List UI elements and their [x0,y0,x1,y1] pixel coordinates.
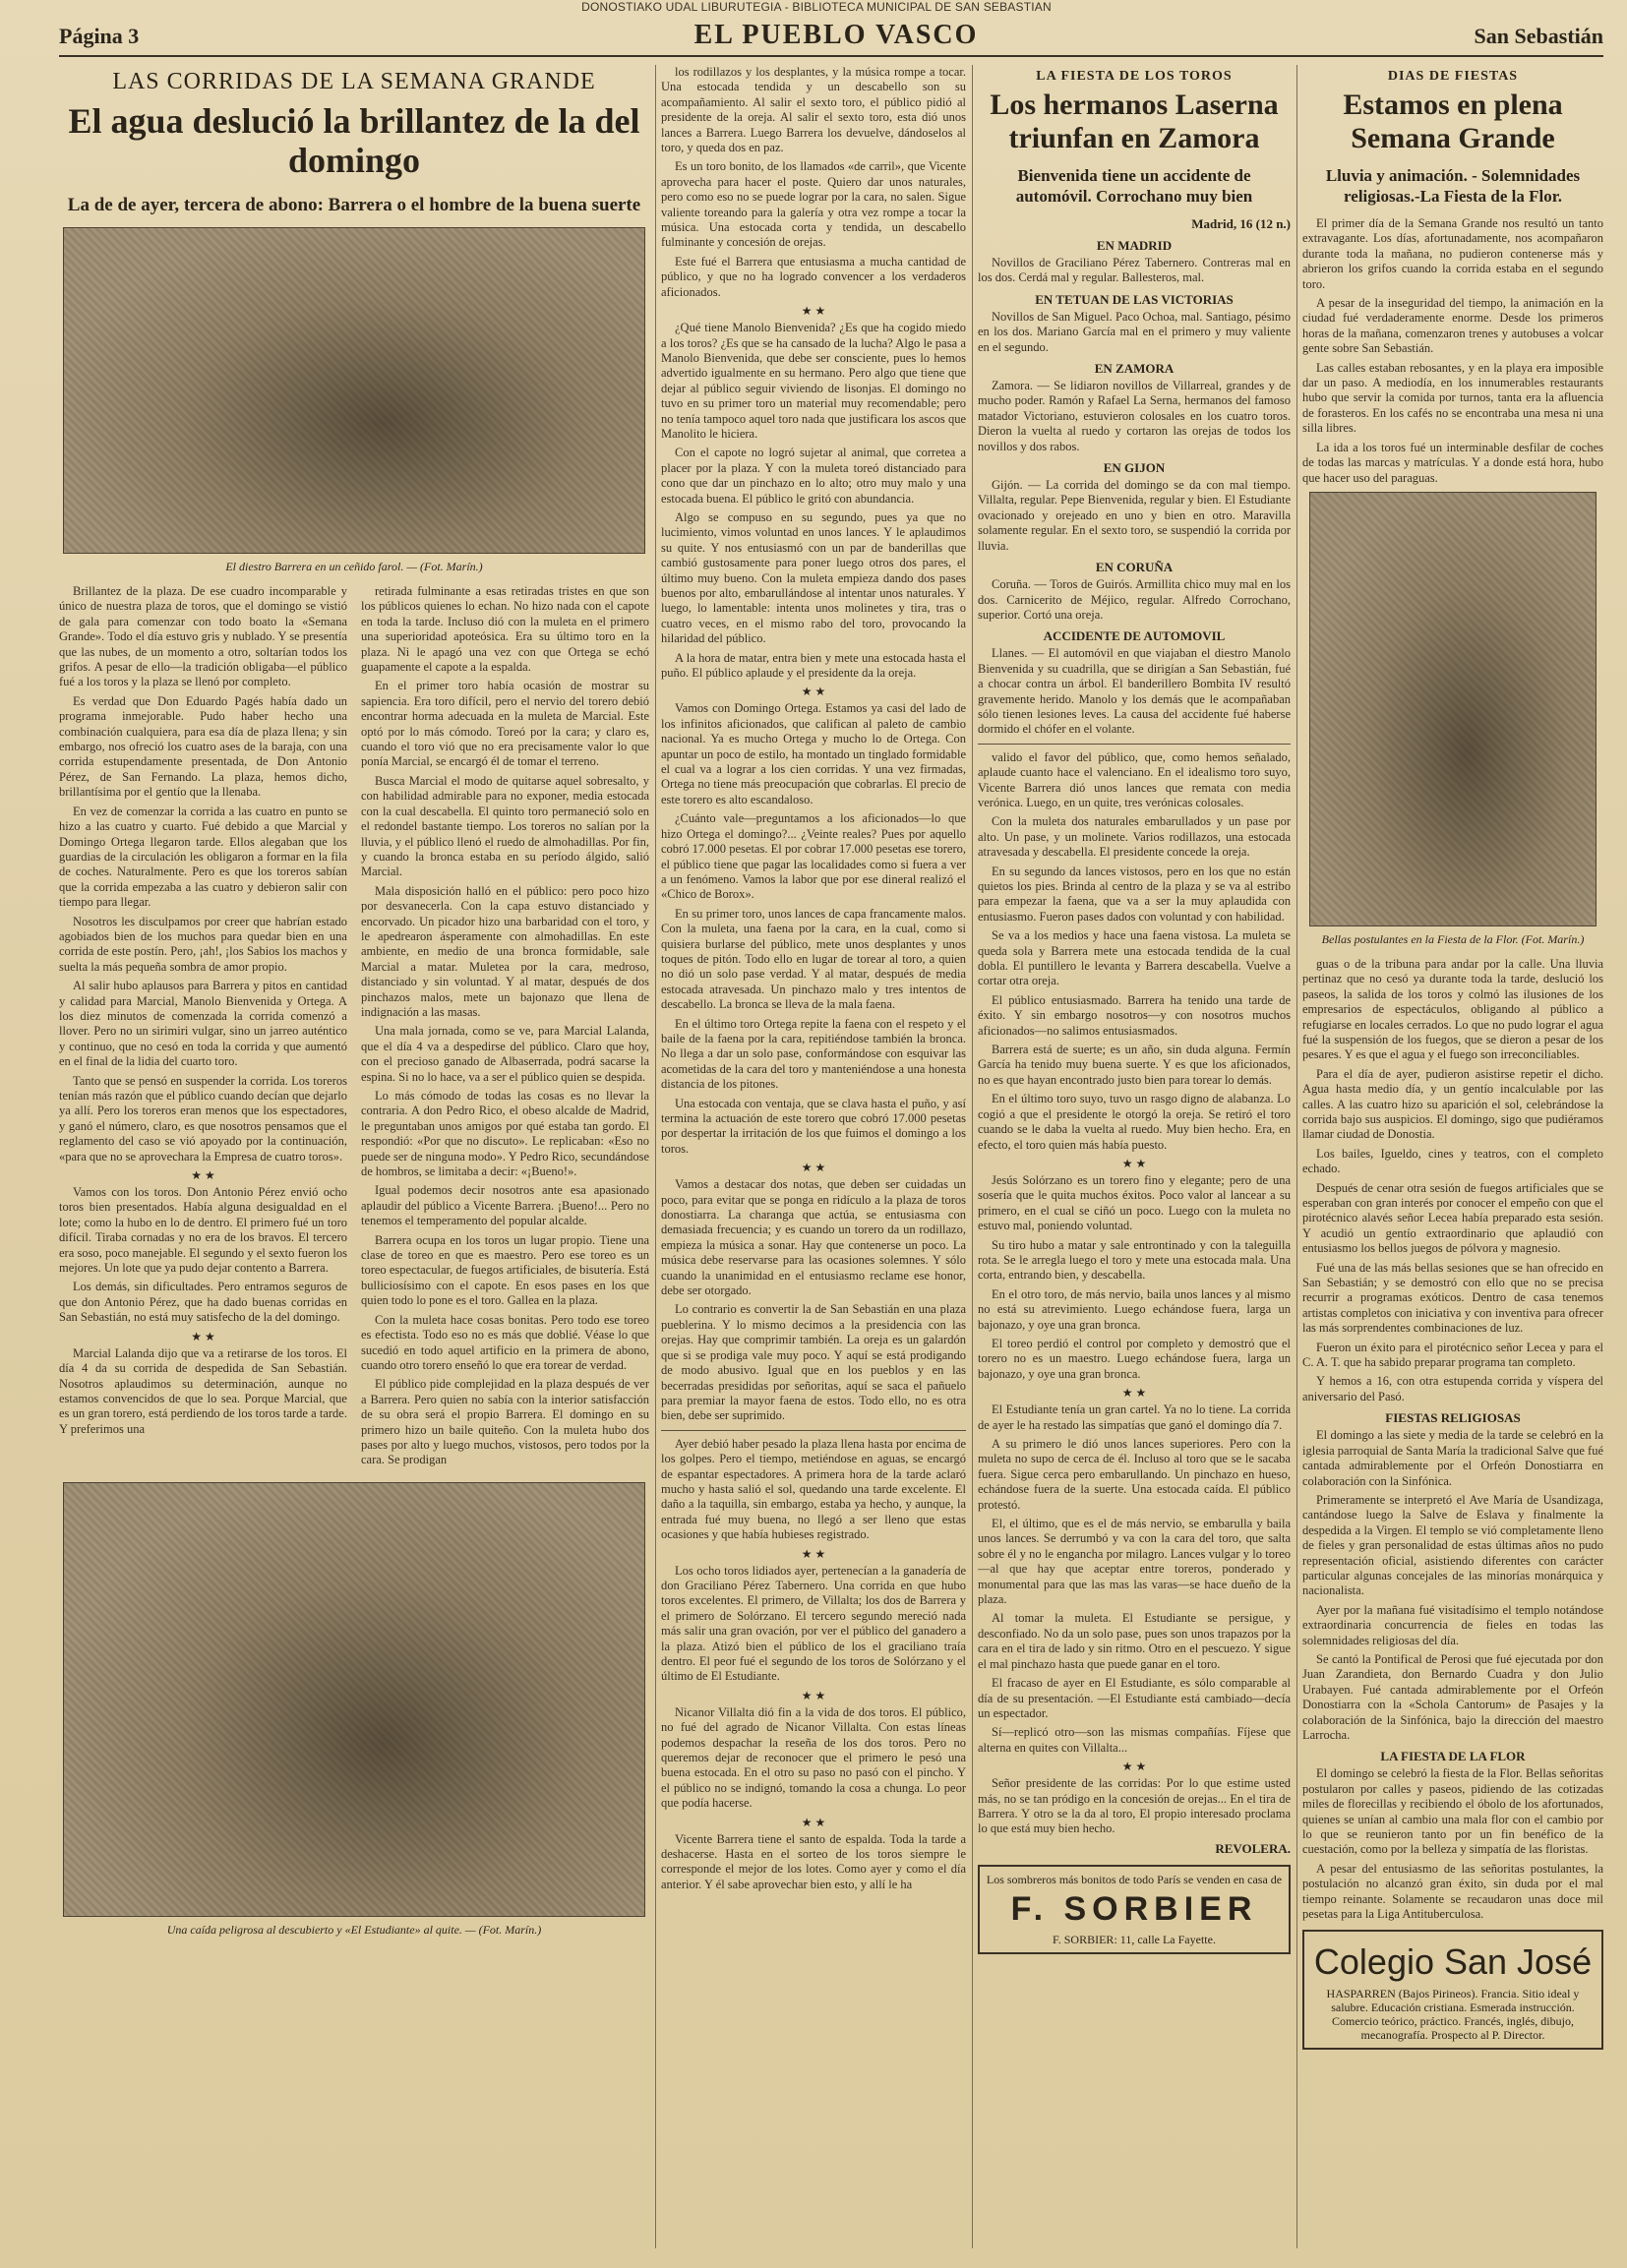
paragraph: El Estudiante tenía un gran cartel. Ya no lo tiene. La corrida de ayer le ha restado las simpatías que ganó el domingo día 7. [978,1403,1291,1432]
paragraph: Vamos a destacar dos notas, que deben ser cuidadas un poco, para evitar que se ponga en ridículo a la plaza de toros donostiarra. La charanga que actúa, se entusiasma con demasiada frecuencia; y es cuando un torero da un rodillazo, empieza la música a sonar. Hay que contenerse un poco. La música debe reservarse para las ocasiones solemnes. Y sólo cuando la unanimidad en el entusiasmo reclame ese honor, debe ser otorgado. [661,1177,966,1298]
column-subhead: Bienvenida tiene un accidente de automóvil. Corrochano muy bien [1015,166,1253,206]
paragraph: El fracaso de ayer en El Estudiante, es sólo comparable al día de su presentación. —El Estudiante está cambiado—decía un espectador. [978,1676,1291,1720]
paragraph: Ayer debió haber pesado la plaza llena hasta por encima de los golpes. Pero el tiempo, metiéndose en aguas, se encargó de espantar espectadores. A primera hora de la tarde aclaró mucho y hasta salió el sol, quedando una tarde excelente. El daño a la taquilla, sin embargo, estaba ya hecho, y aunque, la entrada fué muy buena, no llegó a ser lleno que estas ocasiones y que había hubieses registrado. [661,1436,966,1542]
paragraph: El, el último, que es el de más nervio, se embarulla y baila unos lances. Se derrumbó y va con la cara del toro, que salta sobre él y no le engancha por milagro. Lances vulgar y lo toreo—al que hay que aceptar entre toreros, ponderado y monumental para que las mas las varas—se hace dueño de la plaza. [978,1517,1291,1607]
paragraph: En el primer toro había ocasión de mostrar su sapiencia. Era toro difícil, pero el nervio del torero debió encontrar horma adecuada en la muleta de Marcial. Este optó por lo más cómodo. Toreó por la cara; y claro es, cuando el toro vió que no era precisamente valor lo que ponía Marcial, se encargó él de tomar el terreno. [361,679,649,769]
paragraph: El domingo a las siete y media de la tarde se celebró en la iglesia parroquial de Santa María la tradicional Salve que fué cantada admirablemente por el Orfeón Donostiarra en colaboración con la Sinfónica. [1302,1428,1603,1488]
article-kicker: LAS CORRIDAS DE LA SEMANA GRANDE [112,69,596,94]
paragraph: El domingo se celebró la fiesta de la Flor. Bellas señoritas postularon por calles y paseos, pidiendo de las cotizadas miles de florecillas y recibiendo el óbolo de los afortunados, quienes se unían al cambio una mala flor con el cambio por lo que se reunieron tanto por un fin benéfico de la cuestación, como por la belleza y simpatía de las floristas. [1302,1766,1603,1857]
column-rule [1296,65,1297,2248]
paragraph: Mala disposición halló en el público: pero poco hizo por desvanecerla. Con la capa estuvo distanciado y encorvado. Un picador hizo una barbaridad con el toro, y le apedrearon ásperamente con almohadillas. En este ambiente, en medio de una bronca formidable, sale Marcial a matar. Muletea por la cara, medroso, distanciado y sin voluntad. Y al matar, después de dos pinchazos malos, mete un bajonazo que llena de indignación a las masas. [361,883,649,1019]
paragraph: Vamos con Domingo Ortega. Estamos ya casi del lado de los infinitos aficionados, que califican al paleto de cambio nacional. Ya es mucho Ortega y mucho lo de Ortega. Con apuntar un poco de estilo, ha montado un tinglado formidable el cual va a lograr a los cien corridas. Y una vez firmadas, Ortega no tiene más preocupación que cobrarlas. El precio de este torero es alto escandaloso. [661,701,966,806]
paragraph: Vicente Barrera tiene el santo de espalda. Toda la tarde a deshacerse. Hasta en el sorteo de los toros siempre le corresponde el mejor de los lotes. Como ayer y como el día anterior. Y él sabe aprovechar bien esto, y allí le ha [661,1831,966,1891]
photo-caption: Bellas postulantes en la Fiesta de la Flor. (Fot. Marín.) [1321,931,1585,946]
paragraph: Novillos de San Miguel. Paco Ochoa, mal. Santiago, pésimo en los dos. Mariano García mal en el primero y muy valiente en el segundo. [978,309,1291,354]
paragraph: Los bailes, Igueldo, cines y teatros, con el completo echado. [1302,1146,1603,1176]
newspaper-title: EL PUEBLO VASCO [693,20,979,50]
paragraph: Y hemos a 16, con otra estupenda corrida y víspera del aniversario del Pasó. [1302,1374,1603,1403]
section-heading: EN CORUÑA [1095,560,1174,575]
sorbier-advertisement [978,1865,1291,1954]
paragraph: Este fué el Barrera que entusiasma a mucha cantidad de público, y que no ha logrado convencer a los verdaderos aficionados. [661,254,966,299]
paragraph: Los ocho toros lidiados ayer, pertenecían a la ganadería de don Graciliano Pérez Tabernero. Una corrida en que hubo toros excelentes. El primero, de Villalta; los dos de Barrera y el primero de Solórzano. El tercero segundo mereció nada más salir una gran ovación, por ver el público del ganadero a la plaza. Atizó bien el público de los el graciliano traía dentro. El peor fué el segundo de los toros de Solórzano y el último de El Estudiante. [661,1563,966,1684]
paragraph: A pesar de la inseguridad del tiempo, la animación en la ciudad fué verdaderamente enorme. Desde los primeros horas de la mañana, comenzaron trenes y autobuses a volcar gente sobre San Sebastián. [1302,296,1603,356]
section-break: ★ ★ [1121,1760,1147,1774]
paragraph: Zamora. — Se lidiaron novillos de Villarreal, grandes y de mucho poder. Ramón y Rafael La Serna, hermanos del famoso matador Victoriano, estuvieron colosales en los cuatro toros. Dieron la vuelta al ruedo y cortaron las orejas de todos los novillos y dos rabos. [978,379,1291,453]
paragraph: Tanto que se pensó en suspender la corrida. Los toreros tenían más razón que el público cuando decían que dejarlo ya allí. Pero los toreros eran menos que los espectadores, y ganó el número, claro, es que nosotros pensamos que el reglamento del caso se vió apoyado por la continuación, «para que no se aprovechara la Empresa de cuatro toros». [59,1073,347,1164]
paragraph: valido el favor del público, que, como hemos señalado, aplaude cuanto hace el valenciano. En el idealismo toro suyo, Vicente Barrera dió unos lances que remata con media verónica. Luego, en un quite, tres verónicas colosales. [978,749,1291,809]
paragraph: Fué una de las más bellas sesiones que se han ofrecido en San Sebastián; y se demostró con ello que no se precisa recurrir a programas exóticos. Dentro de casa tenemos artistas completos con iniciativa y con inventiva para ofrecer las más sorprendentes combinaciones de luz. [1302,1260,1603,1336]
archive-watermark: DONOSTIAKO UDAL LIBURUTEGIA - BIBLIOTECA MUNICIPAL DE SAN SEBASTIAN [581,0,1052,14]
section-heading: EN ZAMORA [1094,361,1175,377]
bullfight-article [59,65,649,2248]
column-rule [655,65,656,2248]
paragraph: En el último toro suyo, tuvo un rasgo digno de alabanza. Lo cogió a que el presidente le otorgó la oreja. Se retiró el toro cuando se le daba la vuelta al ruedo. Muy bien hecho. Era, en efecto, el toro quien más había puesto. [978,1092,1291,1152]
photo-caption: El diestro Barrera en un ceñido farol. — (Fot. Marín.) [225,560,483,573]
paragraph: Jesús Solórzano es un torero fino y elegante; pero de una sosería que le quita muchos éxitos. Poco valor al lancear a su primero, en el cual se ciñó un poco. Luego con la muleta no estuvo mal, poniendo voluntad. [978,1172,1291,1233]
fiestas-column [1302,65,1603,2248]
section-break: ★ ★ [801,1546,826,1561]
paragraph: Primeramente se interpretó el Ave María de Usandizaga, cantándose luego la Salve de Eslava y finalmente la despedida a la Virgen. El templo se vió completamente lleno de fieles y gran personalidad de estas últimas años no pudo representación oficial, asistiendo diferentes con carácter particular algunas concejales de las minorías monárquica y nacionalista. [1302,1492,1603,1598]
city-label: San Sebastián [1474,24,1603,48]
photo-postulantes-flor [1309,492,1597,926]
paragraph: Con el capote no logró sujetar al animal, que corretea a placer por la plaza. Y con la muleta toreó distanciado para cono que dar un pinchazo en lo alto; otro muy malo y una estocada buena. El público le gritó con abundancia. [661,446,966,506]
section-break: ★ ★ [1121,1156,1147,1170]
photo-caida-estudiante [63,1482,645,1917]
page-number: Página 3 [59,24,140,48]
divider [661,1430,966,1431]
column-kicker: DIAS DE FIESTAS [1387,69,1519,84]
section-break: ★ ★ [801,1815,826,1829]
paragraph: Al salir hubo aplausos para Barrera y pitos en cantidad y calidad para Marcial, Manolo Bienvenida y Ortega. A los diez minutos de comenzada la corrida comenzó a llover. Pero no un sirimiri vulgar, sino un jarreo auténtico y continuo, que no cesó en toda la corrida y que aumentó en el final de la lidia del cuarto toro. [59,979,347,1069]
paragraph: Su tiro hubo a matar y sale entrontinado y con la taleguilla rota. Se le arregla luego el toro y mete una estocada mala. Una corta, entrando bien, y descabella. [978,1237,1291,1283]
ad-brand: F. SORBIER [1010,1889,1258,1928]
paragraph: Barrera está de suerte; es un año, sin duda alguna. Fermín García ha tenido muy buena suerte. Y es que los aficionados, no es que hayan encontrado justo bien para torear lo demás. [978,1043,1291,1087]
author-signature: REVOLERA. [1215,1840,1291,1856]
paragraph: Señor presidente de las corridas: Por lo que estime usted más, no se tan pródigo en la concesión de orejas... En el tira de Barrera. Y otro se la da al toro, El propio interesado proclama lo que está muy bien hecho. [978,1776,1291,1836]
column-rule [972,65,973,2248]
column-kicker: LA FIESTA DE LOS TOROS [1036,69,1233,84]
column-subhead: Lluvia y animación. - Solemnidades religiosas.-La Fiesta de la Flor. [1325,166,1581,206]
section-break: ★ ★ [801,1161,826,1175]
paragraph: En su primer toro, unos lances de capa francamente malos. Con la muleta, una faena por la cara, en la cual, como si quisiera burlarse del público, mete unos desplantes y unos toques de pitón. Todo ello en lugar de torear al toro, a quien no dió un solo pase verdad. Y al matar, después de media estocada atravesada. Un pinchazo malo y tres intentos de descabello. La bronca se lleva de la mala faena. [661,906,966,1012]
paragraph: El público pide complejidad en la plaza después de ver a Barrera. Pero quien no sabía con la interior satisfacción de su obra será el propio Barrera. El domingo en su primero hizo un baile quiteño. Con la muleta hubo dos pases por alto y luego muchos, vistosos, pero todos por la cara. Se prodigan [361,1377,649,1467]
paragraph: ¿Qué tiene Manolo Bienvenida? ¿Es que ha cogido miedo a los toros? ¿Es que se ha cansado de la lucha? Algo le pasa a Manolo Bienvenida, que debe ser consciente, pues lo hemos advertido igualmente en su hermano. Pero algo que tiene que dejar al público seguir viviendo de lisonjas. El domingo no tuvo en su primer toro un material muy recomendable; pero no tenía tampoco aquel toro nada que justificara los ascos que Manolito le hiciera. [661,321,966,441]
paragraph: Algo se compuso en su segundo, pues ya que no lucimiento, vimos voluntad en unos lances. Y le aplaudimos su quite. Y nos entusiasmó con un par de banderillas que cambió gustosamente para poner luego otros dos pares, el último muy bueno. Con la muleta empieza dando dos pases buenos por alto, embarullándose al intentar unos naturales. Y luego, lo lamentable: intenta unos molinetes y tira, tras o cuatro veces, en el mismo rabo del toro, provocando la hilaridad del público. [661,509,966,646]
dateline: Madrid, 16 (12 n.) [1191,216,1291,231]
section-break: ★ ★ [801,685,826,699]
toros-news-column [978,65,1291,2248]
paragraph: Nicanor Villalta dió fin a la vida de dos toros. El público, no fué del agrado de Nicanor Villalta. Con estas líneas podemos despachar la reseña de los dos toros. Pero no queremos dejar de reconocer que el primero le pesó una buena estocada. En el otro su paso no pasó con el pincho. Y el público no se indignó, tomando la cosa a chunga. Lo peor que podía hacerse. [661,1704,966,1811]
paragraph: En el último toro Ortega repite la faena con el respeto y el baile de la faena por la cara, repitiéndose también la bronca. No llega a dar un solo pase, conformándose con esquivar las acometidas de la cara del toro y manteniéndose a una honesta distancia de los pitones. [661,1016,966,1092]
paragraph: Marcial Lalanda dijo que va a retirarse de los toros. El día 4 da su corrida de despedida de San Sebastián. Nosotros aplaudimos su determinación, aunque no estamos convencidos de que lo sea. Porque Marcial, que es un gran torero, está perdiendo de los toros tarde a tarde. Y preferimos una [59,1345,347,1436]
section-heading: LA FIESTA DE LA FLOR [1380,1749,1526,1764]
paragraph: guas o de la tribuna para andar por la calle. Una lluvia pertinaz que no cesó ya durante toda la tarde, deslució los paseos, la salida de los toros y colmó las ilusiones de los empresarios de espectáculos, obligando al público a refugiarse en locales cerrados. Lo que no pudo lograr el agua fué la suspensión de los fuegos, que se dieron a pesar de los pesares. Y es que el agua y el fuego son irreconciliables. [1302,956,1603,1062]
photo-caption: Una caída peligrosa al descubierto y «El Estudiante» al quite. — (Fot. Marín.) [166,1922,542,1937]
ad-title: Colegio San José [1313,1941,1593,1983]
column-headline: Los hermanos Laserna triunfan en Zamora [990,89,1279,154]
paragraph: En el otro toro, de más nervio, baila unos lances y al mismo no está su atrevimiento. Luego echándose fuera, larga un bajonazo, y oye una gran bronca. [978,1286,1291,1332]
paragraph: A su primero le dió unos lances superiores. Pero con la muleta no supo de cerca de él. Incluso al toro que se le sacaba fuera. Sigue cerca pero embarullando. Un pinchazo en hueso, echándose fuera de la suerte. Una estocada caída. El público protestó. [978,1437,1291,1512]
ad-text: Los sombreros más bonitos de todo París se venden en casa de [986,1872,1283,1886]
paragraph: Vamos con los toros. Don Antonio Pérez envió ocho toros bien presentados. Había alguna desigualdad en el lote; como la hubo en lo de dentro. El primero fué un toro difícil. Tiraba cornadas y no era de los bravos. El tercero era soso, poco manejable. El segundo y el sexto fueron los mejores. Un lote que ya pudo dejar contento a Barrera. [59,1185,347,1276]
paragraph: A pesar del entusiasmo de las señoritas postulantes, la postulación no alcanzó gran éxito, sin duda por el mal tiempo reinante. Solamente se recaudaron unas doce mil pesetas para la Liga Antituberculosa. [1302,1861,1603,1922]
paragraph: La ida a los toros fué un interminable desfilar de coches de todas las marcas y matrículas. Y a donde está hora, hubo que hacer uso del paraguas. [1302,440,1603,485]
paragraph: Barrera ocupa en los toros un lugar propio. Tiene una clase de toreo en que es maestro. Pero ese toreo es un toreo espectacular, de fuegos artificiales, de bisutería. Está bulliciosísimo con el capote. En esos pases en los que quien todo lo pone es el toro. Gallea en la plaza. [361,1232,649,1308]
paragraph: retirada fulminante a esas retiradas tristes en que son los públicos quienes lo echan. No hizo nada con el capote en toda la tarde. Incluso dió con la muleta en el primero una superioridad apoteósica. Era su último toro en la plaza. Ni le apagó una vez con que Ortega se echó guapamente el capote a la espalda. [361,584,649,675]
section-heading: EN GIJON [1103,460,1166,476]
paragraph: Busca Marcial el modo de quitarse aquel sobresalto, y con habilidad admirable para no exponer, media estocada con la cual descabella. El quinto toro permaneció solo en el redondel bastante tiempo. Los toreros no salían por la lluvia, y el público llenó el ruedo de almohadillas. Por fin, y cuando la bronca estaba en su período álgido, salió Marcial. [361,773,649,879]
article-headline: El agua deslució la brillantez de la del domingo [68,101,640,180]
paragraph: Novillos de Graciliano Pérez Tabernero. Contreras mal en los dos. Cerdá mal y regular. Ballesteros, mal. [978,256,1291,285]
section-heading: EN TETUAN DE LAS VICTORIAS [1035,291,1234,307]
section-heading: FIESTAS RELIGIOSAS [1385,1410,1521,1426]
paragraph: Las calles estaban rebosantes, y en la playa era imposible dar un paso. A mediodía, en los innumerables restaurants hubo que servir la comida por turnos, tanta era la afluencia de forasteros. En los cafés no se encontraba una mesa ni una silla libres. [1302,360,1603,436]
article-subhead: La de de ayer, tercera de abono: Barrera o el hombre de la buena suerte [67,195,641,215]
section-break: ★ ★ [1121,1386,1147,1401]
paragraph: Ayer por la mañana fué visitadísimo el templo notándose extraordinaria concurrencia de fieles en todas las solemnidades religiosas del día. [1302,1602,1603,1647]
ad-text: HASPARREN (Bajos Pirineos). Francia. Sitio ideal y salubre. Educación cristiana. Esmerada instrucción. Comercio teórico, práctico. Francés, inglés, dibujo, mecanografía. Prospecto al P. Director. [1326,1987,1580,2043]
paragraph: Lo más cómodo de todas las cosas es no llevar la contraria. A don Pedro Rico, el obeso alcalde de Madrid, le preguntaban unos amigos por qué estaba tan gordo. El respondió: «Por que no discuto». Le replicaban: «Eso no puede ser de ninguna modo». Y Pedro Rico, secundándose de hombros, se limitaba a decir: «¡Bueno!». [361,1089,649,1179]
paragraph: Se va a los medios y hace una faena vistosa. La muleta se queda sola y Barrera mete una estocada tendida de la cual dobla. El puntillero le levanta y Barrera descabella. Vuelve a cortar otra oreja. [978,928,1291,988]
column-headline: Estamos en plena Semana Grande [1343,89,1563,154]
paragraph: En vez de comenzar la corrida a las cuatro en punto se hizo a las cuatro y cuarto. Fué debido a que Marcial y Domingo Ortega llegaron tarde. Ellos alegaban que los guardias de la circulación les obligaron a formar en la fila de coches. Naturalmente. Pero es que los toreros sabían que la corrida empezaba a las cuatro y debieron salir con tiempo para llegar. [59,804,347,910]
paragraph: Para el día de ayer, pudieron asistirse repetir el dicho. Agua hasta medio día, y un gentío incalculable por las calles. A las cuatro hizo su aparición el sol, celebrándose la corrida bajo sus auspicios. El domingo, sigo que pudiéramos llamar ciudad de Donostia. [1302,1066,1603,1142]
paragraph: El público entusiasmado. Barrera ha tenido una tarde de éxito. Y sin embargo nosotros—y con nosotros muchos aficionados—no salimos entusiasmados. [978,992,1291,1038]
paragraph: Se cantó la Pontifical de Perosi que fué ejecutada por don Juan Zarandieta, don Bernardo Cuadra y don Julio Urabayen. Fué cantada admirablemente por el Orfeón Donostiarra con la «Schola Cantorum» de Pasajes y la colaboración de la Sinfónica, bajo la dirección del maestro Larrocha. [1302,1651,1603,1742]
paragraph: Una mala jornada, como se ve, para Marcial Lalanda, que el día 4 va a despedirse del público. Claro que hoy, con el precioso ganado de Albaserrada, podrá sacarse la espina. Si no lo hace, va a ser el público quien se despida. [361,1024,649,1084]
paragraph: El toreo perdió el control por completo y demostró que el torero no es un maestro. Luego echándose fuera, larga un bajonazo, y oye una gran bronca. [978,1336,1291,1381]
divider [978,744,1291,745]
paragraph: A la hora de matar, entra bien y mete una estocada hasta el puño. El público aplaude y el presidente da la oreja. [661,650,966,681]
masthead [59,16,1603,57]
section-break: ★ ★ [191,1329,215,1343]
paragraph: Fueron un éxito para el pirotécnico señor Lecea y para el C. A. T. que ha sabido preparar programa tan completo. [1302,1340,1603,1370]
section-break: ★ ★ [191,1168,215,1183]
paragraph: Los demás, sin dificultades. Pero entramos seguros de que don Antonio Pérez, que ha dado buenas corridas en San Sebastián, no está muy satisfecho de la del domingo. [59,1280,347,1325]
section-break: ★ ★ [801,304,826,319]
paragraph: En su segundo da lances vistosos, pero en los que no están quietos los pies. Brinda al centro de la plaza y se va al estribo para empezar la faena, que va a ser la muy aplaudida con entusiasmo. Fueron pases dados con voluntad y con habilidad. [978,864,1291,924]
colegio-advertisement [1302,1930,1603,2050]
paragraph: Igual podemos decir nosotros ante esa apasionado aplaudir del público a Vicente Barrera. ¡Bueno!... Pero no tenemos el temperamento del popular alcalde. [361,1183,649,1228]
paragraph: Sí—replicó otro—son las mismas compañías. Fíjese que alterna en quites con Villalta... [978,1725,1291,1755]
paragraph: los rodillazos y los desplantes, y la música rompe a tocar. Una estocada tendida y un descabello son su acompañamiento. Al salir el sexto toro, el público pidió al presidente de la oreja. Al salir el sexto toro, esta dió unos lances a Barrera. Luego Barrera los devuelve, dándoselos al toro, y queda dos en paz. [661,65,966,155]
paragraph: Con la muleta hace cosas bonitas. Pero todo ese toreo es efectista. Todo eso no es más que doblié. Véase lo que sucedió en todo aquel artificio en la primera de abono, cuando otro torero enseñó lo que era torear de verdad. [361,1312,649,1372]
paragraph: Brillantez de la plaza. De ese cuadro incomparable y único de nuestra plaza de toros, que el domingo se vistió de gala para comenzar con todo boato la «Semana Grande». Todo el día estuvo gris y nublado. Y se presentía que las nubes, de un momento a otro, soltarían todos los grifos. A pesar de ello—la tradición obligaba—el público fué a los toros y la plaza se llenó por completo. [59,584,347,689]
paragraph: Una estocada con ventaja, que se clava hasta el puño, y así termina la actuación de este torero que cobró 17.000 pesetas por despertar la irritación de los que fuimos el domingo a los toros. [661,1096,966,1156]
paragraph: ¿Cuánto vale—preguntamos a los aficionados—lo que hizo Ortega el domingo?... ¿Veinte reales? Pues por aquello cobró 17.000 pesetas. El por cobrar 17.000 pesetas ese torero, el público tiene que pagar las localidades como si fuera a ver a un fenómeno. Vamos la labor que por ese dineral realizó el «Chico de Borox». [661,811,966,902]
paragraph: El primer día de la Semana Grande nos resultó un tanto extravagante. Los días, afortunadamente, nos acompañaron durante toda la mañana, no pudieron contenerse más y abrieron los grifos cuando la corrida estaba en el segundo toro. [1302,216,1603,291]
photo-barrera-farol [63,227,645,554]
paragraph: Después de cenar otra sesión de fuegos artificiales que se esperaban con gran interés por conocer el empeño con que el pirotécnico alavés señor Lecea había preparado esta sesión. Y acudió un gentío extraordinario que aplaudió con entusiasmo los bellos juegos de pólvora y magnesio. [1302,1180,1603,1256]
bullfight-article-continued [661,65,966,2248]
paragraph: Coruña. — Toros de Guirós. Armillita chico muy mal en los dos. Carnicerito de Méjico, regular. Alfredo Corrochano, superior. Cortó una oreja. [978,577,1291,622]
paragraph: Al tomar la muleta. El Estudiante se persigue, y desconfiado. No da un solo pase, pues son unos trapazos por la cara en el tira de lado y sin ritmo. Otro en el pescuezo. Y sigue el mal pinchazo hasta que puede ganar en el toro. [978,1611,1291,1671]
paragraph: Lo contrario es convertir la de San Sebastián en una plaza pueblerina. Y lo mismo decimos a la presidencia con las orejas. Hay que comprimir también. La oreja es un galardón que si se prodiga vale muy poco. Y aquí se está prodigando de modo abusivo. Igual que en los pueblos y en las becerradas presididas por señoritas, aquí se saca el pañuelo para premiar la mayor faena de estos. Todo ello, no es otra bien, debe ser suprimido. [661,1302,966,1423]
paragraph: Es un toro bonito, de los llamados «de carril», que Vicente aprovecha para hacer el poste. Quiero dar unos naturales, pero como eso no se puede lograr por la cara, no salen. Sigue valiente toreando para la galería y otra vez rompe a tocar la música. Una estocada corta y tendida, un descabello fulminante y concesión de orejas. [661,159,966,250]
paragraph: Es verdad que Don Eduardo Pagés había dado un programa inmejorable. Pudo haber hecho una combinación cualquiera, para esa día de plaza llena; y sin embargo, nos ofreció los cuatro ases de la baraja, con una corrida estupendamente presentada, de Don Antonio Pérez, de San Fernando. La plaza, hemos dicho, brillantísima por el gentío que la llenaba. [59,693,347,800]
paragraph: Con la muleta dos naturales embarullados y un pase por alto. Un pase, y un molinete. Varios rodillazos, una estocada atravesada y descabella. El presidente concede la oreja. [978,814,1291,860]
paragraph: Llanes. — El automóvil en que viajaban el diestro Manolo Bienvenida y su cuadrilla, que se dirigían a San Sebastián, fué a chocar contra un árbol. El banderillero Bombita IV resultó gravemente herido. Manolo y los demás que le acompañaban sólo tienen lesiones leves. La causa del accidente fué haberse dormido el chófer en el volante. [978,646,1291,737]
paragraph: Nosotros les disculpamos por creer que habrían estado agobiados bien de los muchos para quedar bien en una corrida de este postín. Pero, ¡ah!, ¡los Sabios los machos y suelta la más pequeña sombra de amor propio. [59,914,347,974]
ad-address: F. SORBIER: 11, calle La Fayette. [1053,1932,1216,1946]
section-heading: ACCIDENTE DE AUTOMOVIL [1043,628,1226,644]
section-heading: EN MADRID [1096,238,1173,253]
section-break: ★ ★ [801,1688,826,1702]
article-body-columns [59,584,649,1472]
paragraph: Gijón. — La corrida del domingo se da con mal tiempo. Villalta, regular. Pepe Bienvenida, regular y bien. El Estudiante ovacionado y orejeado en uno y bien en otro. Maravilla solamente regular. En el sexto toro, se suspendió la corrida por lluvia. [978,478,1291,553]
